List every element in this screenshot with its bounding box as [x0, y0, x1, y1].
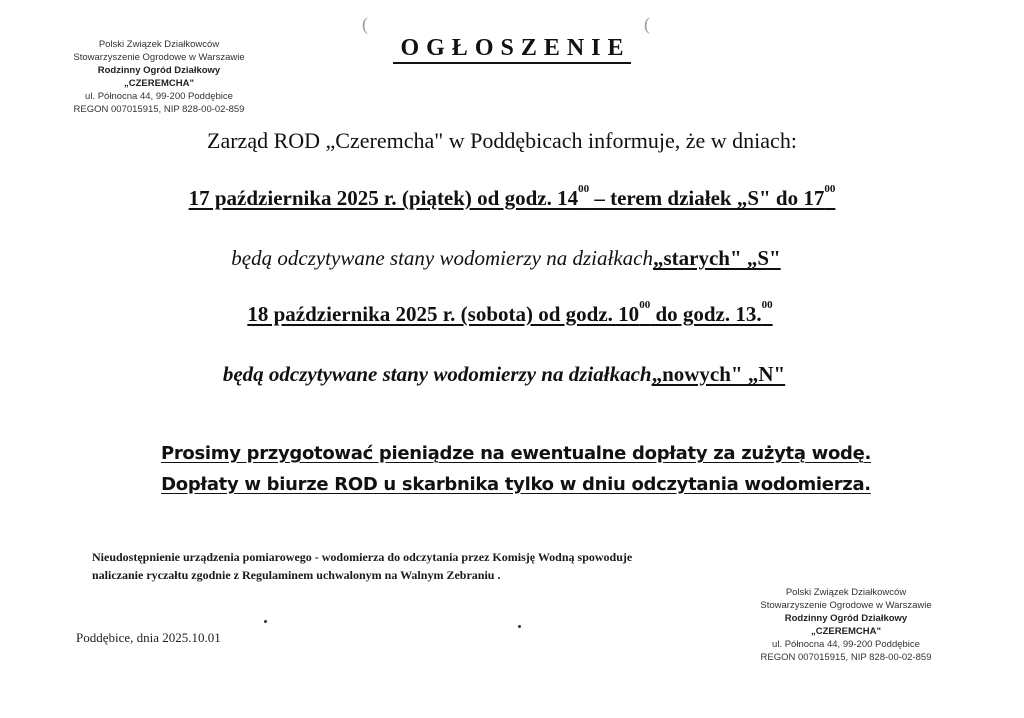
first-date-text [188, 183, 836, 210]
notice-text-1: Prosimy przygotować pieniądze na ewentualne dopłaty za zużytą wodę. [160, 443, 872, 464]
stamp-line: „CZEREMCHA" [811, 626, 881, 637]
scan-mark: ( [362, 14, 368, 34]
notice-line-1 [4, 443, 1024, 464]
stamp-line: ul. Północna 44, 99-200 Poddębice [772, 639, 920, 650]
notice-text-2: Dopłaty w biurze ROD u skarbnika tylko w dniu odczytania wodomierza. [161, 474, 871, 495]
first-date-mid: – terem działek „S" do 17 [589, 186, 825, 210]
stamp-line: Stowarzyszenie Ogrodowe w Warszawie [760, 600, 932, 611]
stamp-line: Rodzinny Ogród Działkowy [784, 613, 908, 624]
stamp-line: Rodzinny Ogród Działkowy [97, 65, 221, 76]
second-date-sup2: 00 [761, 299, 773, 311]
second-reading-tag: „nowych" „N" [651, 362, 786, 386]
meter-access-note-line-2: naliczanie ryczałtu zgodnie z Regulaminem uchwalonym na Walnym Zebraniu . [92, 568, 501, 582]
stamp-line: Polski Związek Działkowców [98, 39, 220, 50]
scan-dot [264, 620, 267, 623]
second-date-sup1: 00 [639, 299, 651, 311]
second-date-mid: do godz. 13. [650, 302, 762, 326]
notice-line-2 [4, 474, 1024, 495]
stamp-line: REGON 007015915, NIP 828-00-02-859 [760, 652, 932, 663]
place-and-date: Poddębice, dnia 2025.10.01 [76, 630, 221, 645]
scan-dot [518, 625, 521, 628]
stamp-line: REGON 007015915, NIP 828-00-02-859 [73, 104, 245, 115]
stamp-line: ul. Północna 44, 99-200 Poddębice [85, 91, 233, 102]
stamp-line: Polski Związek Działkowców [785, 587, 907, 598]
first-reading-line [0, 246, 1018, 271]
second-date-line [0, 299, 1022, 327]
announcement-title-wrap [0, 34, 1024, 64]
announcement-title: OGŁOSZENIE [393, 34, 630, 64]
first-date-line [0, 183, 1024, 211]
intro-text: Zarząd ROD „Czeremcha" w Poddębicach informuje, że w dniach: [207, 128, 797, 153]
first-date-main: 17 października 2025 r. (piątek) od godz. 14 [188, 186, 579, 210]
stamp-line: „CZEREMCHA" [124, 78, 194, 89]
first-reading-tag: „starych" „S" [652, 246, 781, 270]
second-date-main: 18 października 2025 r. (sobota) od godz. 10 [247, 302, 640, 326]
organization-stamp-bottom [726, 586, 966, 664]
second-reading-line [0, 362, 1016, 387]
meter-access-note-line-1: Nieudostępnienie urządzenia pomiarowego - wodomierza do odczytania przez Komisję Wodną spowoduje [92, 550, 633, 564]
first-date-sup1: 00 [578, 183, 590, 195]
first-reading-text: będą odczytywane stany wodomierzy na działkach [231, 246, 653, 270]
scan-mark: ( [644, 14, 650, 34]
second-date-text [247, 299, 773, 326]
stamp-line: Stowarzyszenie Ogrodowe w Warszawie [73, 52, 245, 63]
second-reading-text: będą odczytywane stany wodomierzy na działkach [222, 362, 652, 386]
first-date-sup2: 00 [824, 183, 836, 195]
